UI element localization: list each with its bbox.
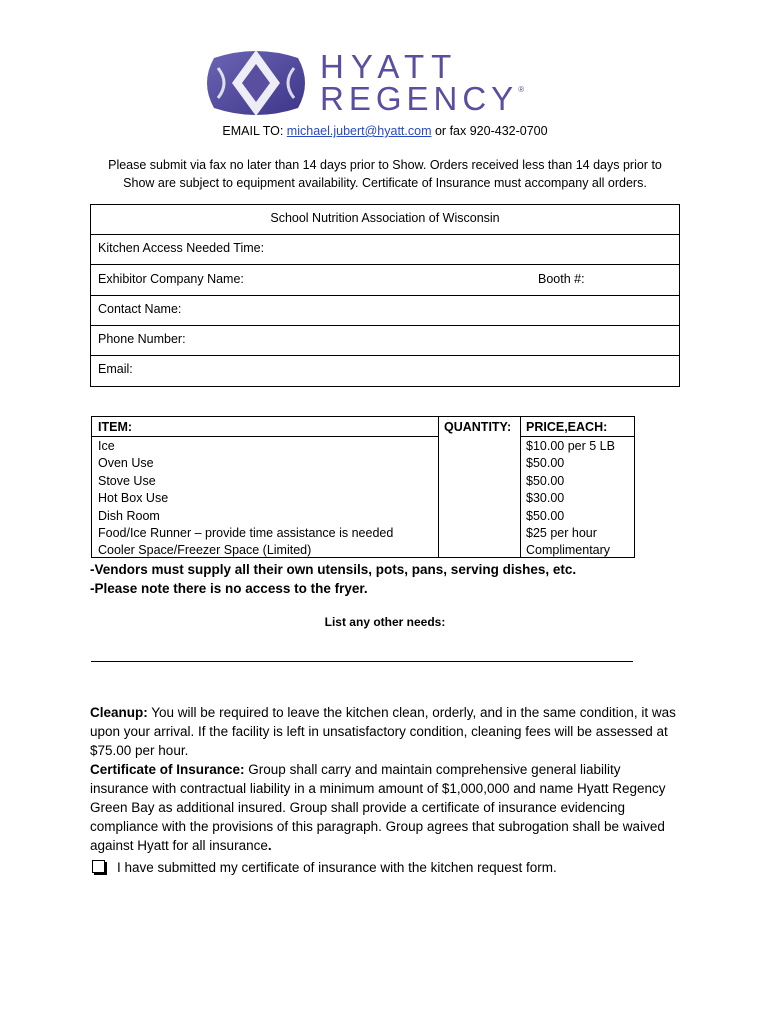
item-cell: Food/Ice Runner – provide time assistance is needed xyxy=(98,526,394,540)
contact-name-field[interactable] xyxy=(91,296,679,326)
event-name-row xyxy=(91,205,679,235)
insurance-confirmation-text: I have submitted my certificate of insurance with the kitchen request form. xyxy=(117,860,557,875)
cleanup-paragraph xyxy=(90,703,680,760)
brand-name-top: HYATT xyxy=(320,48,459,85)
price-cell: $30.00 xyxy=(526,491,565,506)
insurance-paragraph xyxy=(90,760,680,855)
price-header: PRICE,EACH: xyxy=(526,420,608,434)
price-cell: Complimentary xyxy=(526,543,611,558)
trademark-mark: ® xyxy=(518,85,525,94)
price-header-divider xyxy=(521,436,634,437)
kitchen-access-field[interactable] xyxy=(91,235,679,265)
submission-notice: Please submit via fax no later than 14 days prior to Show. Orders received less than 14 days prior to Show are subject to equipment availability. Certificate of Insurance must accompany all orders. xyxy=(108,158,662,190)
event-name: School Nutrition Association of Wisconsin xyxy=(270,211,500,225)
company-field[interactable] xyxy=(91,266,679,296)
contact-name-label: Contact Name: xyxy=(98,302,182,316)
hyatt-logo-icon xyxy=(200,44,312,122)
insurance-end: . xyxy=(267,838,272,853)
item-header: ITEM: xyxy=(98,420,133,434)
exhibitor-info-box xyxy=(90,204,680,387)
price-cell: $50.00 xyxy=(526,473,565,488)
price-cell: $10.00 per 5 LB xyxy=(526,439,615,453)
item-cell: Oven Use xyxy=(98,456,154,471)
insurance-title: Certificate of Insurance: xyxy=(90,762,245,777)
insurance-checkbox[interactable] xyxy=(92,860,105,873)
phone-label: Phone Number: xyxy=(98,332,186,346)
phone-field[interactable] xyxy=(91,326,679,356)
email-line xyxy=(0,124,770,138)
item-cell: Ice xyxy=(98,439,115,453)
brand-name-bottom xyxy=(320,82,524,115)
utensils-note: -Vendors must supply all their own utensils, pots, pans, serving dishes, etc. xyxy=(90,562,577,577)
email-link[interactable]: michael.jubert@hyatt.com xyxy=(286,124,432,138)
price-cell: $50.00 xyxy=(526,456,565,471)
vendor-notes xyxy=(90,560,576,598)
item-cell: Stove Use xyxy=(98,473,156,488)
price-cell: $25 per hour xyxy=(526,526,597,540)
insurance-text: Group shall carry and maintain comprehensive general liability insurance with contractual liability in a minimum amount of $1,000,000 and name Hyatt Regency Green Bay as additional insured. Group shall provide a certificate of insurance evidencing compliance with the provisions of this paragraph. Group agrees that subrogation shall be waived against Hyatt for all insurance xyxy=(90,762,666,853)
fryer-note: -Please note there is no access to the fryer. xyxy=(90,581,368,596)
item-cell: Cooler Space/Freezer Space (Limited) xyxy=(98,543,312,558)
brand-name-bottom-text: REGENCY xyxy=(320,80,519,117)
item-cell: Hot Box Use xyxy=(98,491,169,506)
company-label: Exhibitor Company Name: xyxy=(98,272,244,286)
other-needs-line[interactable] xyxy=(91,661,633,662)
quantity-header: QUANTITY: xyxy=(444,420,512,434)
item-cell: Dish Room xyxy=(98,508,160,523)
quantity-column[interactable] xyxy=(439,417,521,557)
hyatt-regency-logo xyxy=(200,44,580,122)
fax-text: or fax 920-432-0700 xyxy=(434,124,548,138)
cleanup-title: Cleanup: xyxy=(90,705,148,720)
email-field[interactable] xyxy=(91,356,679,387)
email-prefix: EMAIL TO: xyxy=(222,124,284,138)
cleanup-text: You will be required to leave the kitchen clean, orderly, and in the same condition, it was upon your arrival. If the facility is left in unsatisfactory condition, cleaning fees will be assessed at $75.00 per hour. xyxy=(90,705,676,758)
email-label: Email: xyxy=(98,362,133,376)
item-header-divider xyxy=(92,436,438,437)
items-table xyxy=(91,416,635,558)
kitchen-access-label: Kitchen Access Needed Time: xyxy=(98,241,265,255)
other-needs-label: List any other needs: xyxy=(324,615,446,629)
booth-label: Booth #: xyxy=(538,272,585,286)
price-cell: $50.00 xyxy=(526,508,565,523)
